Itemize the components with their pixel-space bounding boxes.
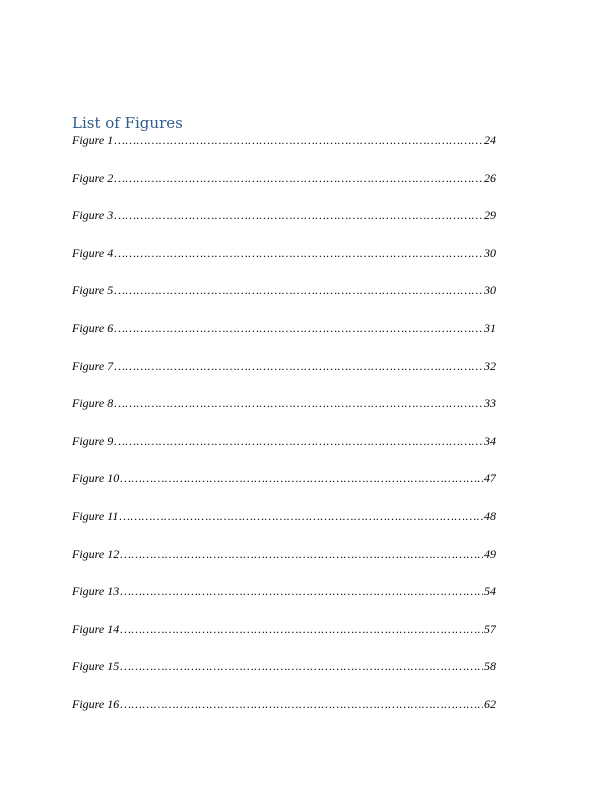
figure-page-number: 30 — [484, 245, 496, 260]
figure-label: Figure 14 — [72, 621, 120, 636]
dot-leader — [114, 282, 483, 298]
figure-page-number: 34 — [484, 433, 496, 448]
figure-page-number: 26 — [484, 170, 496, 185]
figure-label: Figure 3 — [72, 208, 114, 223]
figure-page-number: 24 — [484, 133, 496, 147]
figure-entry — [72, 433, 496, 471]
figure-page-number: 47 — [484, 471, 496, 486]
figure-entry — [72, 358, 496, 396]
figure-label: Figure 10 — [72, 471, 120, 486]
figure-label: Figure 12 — [72, 546, 120, 561]
figure-label: Figure 16 — [72, 696, 120, 711]
figure-entry — [72, 696, 496, 734]
list-of-figures-heading: List of Figures — [72, 114, 183, 132]
figure-entry — [72, 132, 496, 170]
figure-label: Figure 2 — [72, 170, 114, 185]
figure-page-number: 33 — [484, 396, 496, 411]
figure-entry — [72, 546, 496, 584]
figure-label: Figure 5 — [72, 283, 114, 298]
figure-page-number: 31 — [484, 320, 496, 335]
figure-page-number: 54 — [484, 584, 496, 599]
dot-leader — [120, 470, 483, 486]
figure-entry — [72, 470, 496, 508]
figure-entry — [72, 170, 496, 208]
figure-page-number: 62 — [484, 696, 496, 711]
figure-label: Figure 9 — [72, 433, 114, 448]
figure-label: Figure 1 — [72, 133, 114, 147]
dot-leader — [120, 696, 483, 712]
figure-label: Figure 7 — [72, 358, 114, 373]
dot-leader — [114, 207, 483, 223]
figure-label: Figure 13 — [72, 584, 120, 599]
dot-leader — [120, 621, 483, 637]
figure-entry — [72, 583, 496, 621]
figure-page-number: 49 — [484, 546, 496, 561]
figure-entry — [72, 282, 496, 320]
figure-entry — [72, 395, 496, 433]
figure-label: Figure 15 — [72, 659, 120, 674]
figure-label: Figure 11 — [72, 508, 119, 523]
dot-leader — [119, 508, 483, 524]
dot-leader — [120, 583, 483, 599]
figure-page-number: 57 — [484, 621, 496, 636]
dot-leader — [114, 170, 483, 186]
dot-leader — [114, 433, 483, 449]
dot-leader — [114, 358, 483, 374]
figure-entry — [72, 320, 496, 358]
figure-page-number: 30 — [484, 283, 496, 298]
figure-label: Figure 6 — [72, 320, 114, 335]
figure-label: Figure 8 — [72, 396, 114, 411]
figure-page-number: 58 — [484, 659, 496, 674]
dot-leader — [120, 546, 483, 562]
figure-entry — [72, 658, 496, 696]
figure-page-number: 48 — [484, 508, 496, 523]
dot-leader — [114, 132, 483, 148]
dot-leader — [114, 395, 483, 411]
figure-entry — [72, 508, 496, 546]
dot-leader — [120, 658, 483, 674]
dot-leader — [114, 320, 483, 336]
figure-page-number: 29 — [484, 208, 496, 223]
dot-leader — [114, 245, 483, 261]
figure-entry — [72, 245, 496, 283]
figure-entry — [72, 621, 496, 659]
figure-list — [72, 132, 496, 734]
figure-label: Figure 4 — [72, 245, 114, 260]
figure-entry — [72, 207, 496, 245]
figure-page-number: 32 — [484, 358, 496, 373]
